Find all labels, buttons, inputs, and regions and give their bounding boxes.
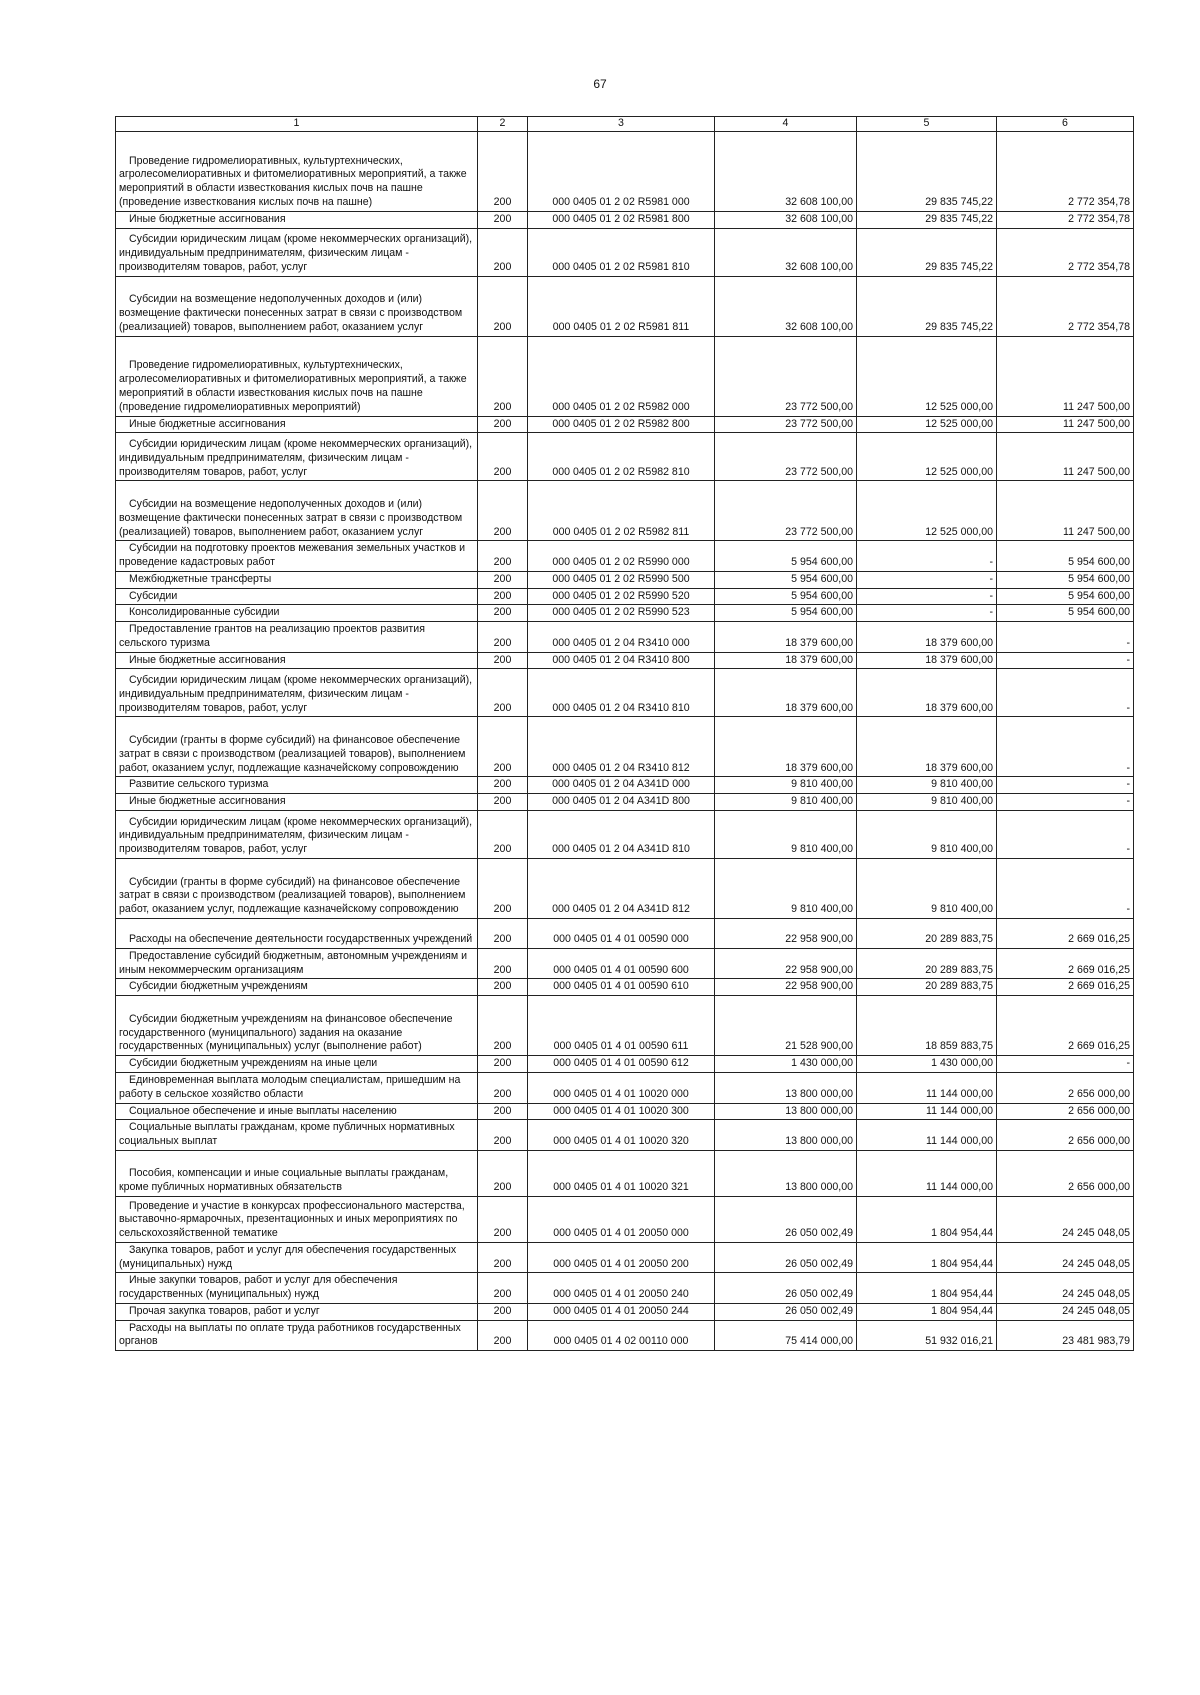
row-name-cell — [116, 276, 478, 336]
table-row — [116, 918, 1134, 948]
row-budget-code-cell: 000 0405 01 2 02 R5990 520 — [528, 588, 715, 605]
table-row — [116, 481, 1134, 541]
row-admin-code-cell: 200 — [478, 794, 528, 811]
row-assigned-cell: 18 379 600,00 — [715, 652, 857, 669]
row-executed-cell: - — [857, 571, 997, 588]
row-name-text: Иные бюджетные ассигнования — [129, 417, 286, 430]
row-admin-code-cell: 200 — [478, 996, 528, 1056]
row-name-text: Проведение гидромелиоративных, культуртехнических, агролесомелиоративных и фитомелиоративных мероприятий, а также мероприятий в области известкования кислых почв на пашне (проведение гидромелиоративных мероприятий) — [119, 359, 467, 413]
row-budget-code-cell: 000 0405 01 2 02 R5981 000 — [528, 131, 715, 211]
row-assigned-cell: 32 608 100,00 — [715, 131, 857, 211]
row-budget-code-cell: 000 0405 01 2 02 R5990 000 — [528, 541, 715, 572]
table-row — [116, 717, 1134, 777]
table-row — [116, 794, 1134, 811]
row-assigned-cell: 23 772 500,00 — [715, 336, 857, 416]
row-name-cell — [116, 1150, 478, 1196]
row-unexecuted-cell: 5 954 600,00 — [997, 571, 1134, 588]
row-executed-cell: 20 289 883,75 — [857, 979, 997, 996]
row-name-text: Предоставление субсидий бюджетным, автономным учреждениям и иным некоммерческим организациям — [119, 949, 468, 976]
row-unexecuted-cell: 2 772 354,78 — [997, 276, 1134, 336]
row-budget-code-cell: 000 0405 01 4 01 20050 200 — [528, 1242, 715, 1273]
row-name-text: Социальное обеспечение и иные выплаты населению — [129, 1104, 397, 1117]
row-admin-code-cell: 200 — [478, 541, 528, 572]
row-assigned-cell: 26 050 002,49 — [715, 1242, 857, 1273]
row-executed-cell: 18 379 600,00 — [857, 652, 997, 669]
row-assigned-cell: 23 772 500,00 — [715, 481, 857, 541]
row-unexecuted-cell: 5 954 600,00 — [997, 605, 1134, 622]
row-name-cell — [116, 1120, 478, 1151]
row-unexecuted-cell: 2 669 016,25 — [997, 979, 1134, 996]
header-col-5: 5 — [857, 117, 997, 132]
row-name-text: Расходы на обеспечение деятельности государственных учреждений — [129, 933, 473, 946]
row-budget-code-cell: 000 0405 01 2 04 R3410 810 — [528, 669, 715, 717]
row-executed-cell: 1 430 000,00 — [857, 1056, 997, 1073]
row-name-text: Единовременная выплата молодым специалистам, пришедшим на работу в сельское хозяйство области — [119, 1074, 461, 1100]
row-executed-cell: 12 525 000,00 — [857, 481, 997, 541]
row-admin-code-cell: 200 — [478, 948, 528, 979]
table-header-row — [116, 117, 1134, 132]
table-row — [116, 652, 1134, 669]
header-col-4: 4 — [715, 117, 857, 132]
row-name-cell — [116, 336, 478, 416]
row-admin-code-cell: 200 — [478, 276, 528, 336]
row-admin-code-cell: 200 — [478, 810, 528, 858]
table-row — [116, 416, 1134, 433]
row-name-text: Предоставление грантов на реализацию проектов развития сельского туризма — [119, 623, 425, 649]
row-executed-cell: 1 804 954,44 — [857, 1303, 997, 1320]
table-row — [116, 810, 1134, 858]
row-unexecuted-cell: - — [997, 777, 1134, 794]
row-executed-cell: - — [857, 588, 997, 605]
row-name-cell — [116, 1303, 478, 1320]
row-budget-code-cell: 000 0405 01 4 02 00110 000 — [528, 1320, 715, 1351]
row-admin-code-cell: 200 — [478, 777, 528, 794]
row-executed-cell: 9 810 400,00 — [857, 810, 997, 858]
row-admin-code-cell: 200 — [478, 433, 528, 481]
row-unexecuted-cell: 11 247 500,00 — [997, 336, 1134, 416]
table-row — [116, 1103, 1134, 1120]
row-name-text: Проведение гидромелиоративных, культуртехнических, агролесомелиоративных и фитомелиоративных мероприятий, а также мероприятий в области известкования кислых почв на пашне (проведение известкования кислых почв на пашне) — [119, 154, 467, 208]
row-name-cell — [116, 571, 478, 588]
row-name-text: Субсидии на возмещение недополученных доходов и (или) возмещение фактически понесенных затрат в связи с производством (реализацией) товаров, выполнением работ, оказанием услуг — [119, 498, 463, 538]
row-budget-code-cell: 000 0405 01 4 01 00590 610 — [528, 979, 715, 996]
row-unexecuted-cell: - — [997, 1056, 1134, 1073]
table-row — [116, 1303, 1134, 1320]
row-executed-cell: 12 525 000,00 — [857, 416, 997, 433]
row-name-text: Субсидии (гранты в форме субсидий) на финансовое обеспечение затрат в связи с производством (реализацией товаров), выполнением работ, оказанием услуг, подлежащие казначейскому сопровождению — [119, 875, 466, 916]
row-executed-cell: 29 835 745,22 — [857, 228, 997, 276]
row-name-cell — [116, 481, 478, 541]
row-assigned-cell: 9 810 400,00 — [715, 858, 857, 918]
row-unexecuted-cell: - — [997, 794, 1134, 811]
table-row — [116, 605, 1134, 622]
row-assigned-cell: 23 772 500,00 — [715, 433, 857, 481]
row-admin-code-cell: 200 — [478, 717, 528, 777]
row-budget-code-cell: 000 0405 01 2 02 R5990 523 — [528, 605, 715, 622]
row-admin-code-cell: 200 — [478, 416, 528, 433]
page-number: 67 — [593, 77, 607, 91]
table-row — [116, 777, 1134, 794]
row-admin-code-cell: 200 — [478, 571, 528, 588]
row-name-cell — [116, 1273, 478, 1304]
row-name-text: Расходы на выплаты по оплате труда работников государственных органов — [119, 1321, 461, 1348]
row-unexecuted-cell: - — [997, 622, 1134, 653]
row-admin-code-cell: 200 — [478, 1242, 528, 1273]
row-assigned-cell: 22 958 900,00 — [715, 979, 857, 996]
row-budget-code-cell: 000 0405 01 4 01 20050 000 — [528, 1196, 715, 1242]
row-admin-code-cell: 200 — [478, 858, 528, 918]
row-budget-code-cell: 000 0405 01 2 02 R5981 800 — [528, 211, 715, 228]
row-assigned-cell: 32 608 100,00 — [715, 211, 857, 228]
header-col-6: 6 — [997, 117, 1134, 132]
row-name-cell — [116, 228, 478, 276]
row-assigned-cell: 32 608 100,00 — [715, 276, 857, 336]
row-executed-cell: 20 289 883,75 — [857, 948, 997, 979]
row-name-cell — [116, 1056, 478, 1073]
row-assigned-cell: 9 810 400,00 — [715, 810, 857, 858]
row-admin-code-cell: 200 — [478, 1320, 528, 1351]
row-admin-code-cell: 200 — [478, 131, 528, 211]
table-row — [116, 276, 1134, 336]
row-unexecuted-cell: 2 669 016,25 — [997, 918, 1134, 948]
row-name-text: Пособия, компенсации и иные социальные выплаты гражданам, кроме публичных нормативных обязательств — [119, 1167, 449, 1194]
row-admin-code-cell: 200 — [478, 605, 528, 622]
row-budget-code-cell: 000 0405 01 4 01 00590 600 — [528, 948, 715, 979]
row-executed-cell: 9 810 400,00 — [857, 858, 997, 918]
table-row — [116, 1196, 1134, 1242]
row-assigned-cell: 5 954 600,00 — [715, 571, 857, 588]
row-assigned-cell: 21 528 900,00 — [715, 996, 857, 1056]
row-name-cell — [116, 669, 478, 717]
row-name-cell — [116, 948, 478, 979]
row-name-text: Иные бюджетные ассигнования — [129, 653, 286, 666]
row-budget-code-cell: 000 0405 01 2 04 R3410 800 — [528, 652, 715, 669]
row-admin-code-cell: 200 — [478, 211, 528, 228]
row-executed-cell: 51 932 016,21 — [857, 1320, 997, 1351]
row-unexecuted-cell: 2 656 000,00 — [997, 1120, 1134, 1151]
row-admin-code-cell: 200 — [478, 1150, 528, 1196]
row-unexecuted-cell: 24 245 048,05 — [997, 1242, 1134, 1273]
row-budget-code-cell: 000 0405 01 2 04 A341D 810 — [528, 810, 715, 858]
row-assigned-cell: 13 800 000,00 — [715, 1103, 857, 1120]
row-name-text: Субсидии юридическим лицам (кроме некоммерческих организаций), индивидуальным предпринимателям, физическим лицам - производителям товаров, работ, услуг — [119, 233, 473, 273]
header-col-2: 2 — [478, 117, 528, 132]
row-name-cell — [116, 717, 478, 777]
row-executed-cell: 11 144 000,00 — [857, 1103, 997, 1120]
row-budget-code-cell: 000 0405 01 2 02 R5990 500 — [528, 571, 715, 588]
row-unexecuted-cell: - — [997, 717, 1134, 777]
row-executed-cell: 20 289 883,75 — [857, 918, 997, 948]
row-name-text: Проведение и участие в конкурсах профессионального мастерства, выставочно-ярмарочных, презентационных и иных мероприятиях по сельскохозяйственной тематике — [119, 1199, 465, 1240]
row-name-text: Социальные выплаты гражданам, кроме публичных нормативных социальных выплат — [119, 1121, 455, 1148]
row-unexecuted-cell: 11 247 500,00 — [997, 433, 1134, 481]
row-unexecuted-cell: 2 772 354,78 — [997, 228, 1134, 276]
row-admin-code-cell: 200 — [478, 1273, 528, 1304]
row-name-cell — [116, 1073, 478, 1104]
table-row — [116, 588, 1134, 605]
row-assigned-cell: 22 958 900,00 — [715, 918, 857, 948]
row-assigned-cell: 13 800 000,00 — [715, 1150, 857, 1196]
table-row — [116, 1150, 1134, 1196]
row-name-cell — [116, 810, 478, 858]
row-budget-code-cell: 000 0405 01 2 02 R5981 810 — [528, 228, 715, 276]
row-unexecuted-cell: 23 481 983,79 — [997, 1320, 1134, 1351]
row-admin-code-cell: 200 — [478, 918, 528, 948]
row-executed-cell: 18 379 600,00 — [857, 622, 997, 653]
header-col-1: 1 — [116, 117, 478, 132]
row-name-cell — [116, 996, 478, 1056]
row-executed-cell: 1 804 954,44 — [857, 1196, 997, 1242]
row-admin-code-cell: 200 — [478, 1056, 528, 1073]
row-name-cell — [116, 1196, 478, 1242]
row-executed-cell: - — [857, 541, 997, 572]
row-assigned-cell: 26 050 002,49 — [715, 1196, 857, 1242]
row-name-text: Межбюджетные трансферты — [129, 572, 272, 585]
row-name-text: Иные бюджетные ассигнования — [129, 212, 286, 225]
row-executed-cell: 29 835 745,22 — [857, 131, 997, 211]
row-admin-code-cell: 200 — [478, 669, 528, 717]
row-budget-code-cell: 000 0405 01 4 01 10020 320 — [528, 1120, 715, 1151]
row-name-text: Субсидии юридическим лицам (кроме некоммерческих организаций), индивидуальным предпринимателям, физическим лицам - производителям товаров, работ, услуг — [119, 438, 473, 478]
row-admin-code-cell: 200 — [478, 979, 528, 996]
row-unexecuted-cell: 11 247 500,00 — [997, 481, 1134, 541]
row-budget-code-cell: 000 0405 01 2 04 R3410 812 — [528, 717, 715, 777]
row-unexecuted-cell: 2 656 000,00 — [997, 1073, 1134, 1104]
row-name-text: Субсидии — [129, 589, 178, 602]
row-name-cell — [116, 588, 478, 605]
row-name-cell — [116, 131, 478, 211]
table-row — [116, 336, 1134, 416]
row-executed-cell: 18 379 600,00 — [857, 717, 997, 777]
row-executed-cell: 29 835 745,22 — [857, 276, 997, 336]
row-executed-cell: 11 144 000,00 — [857, 1073, 997, 1104]
row-executed-cell: 29 835 745,22 — [857, 211, 997, 228]
row-executed-cell: 9 810 400,00 — [857, 777, 997, 794]
row-name-text: Субсидии бюджетным учреждениям на иные цели — [129, 1057, 378, 1070]
row-name-cell — [116, 416, 478, 433]
row-assigned-cell: 5 954 600,00 — [715, 605, 857, 622]
row-name-text: Субсидии юридическим лицам (кроме некоммерческих организаций), индивидуальным предпринимателям, физическим лицам - производителям товаров, работ, услуг — [119, 815, 473, 856]
row-assigned-cell: 26 050 002,49 — [715, 1273, 857, 1304]
table-row — [116, 858, 1134, 918]
row-assigned-cell: 32 608 100,00 — [715, 228, 857, 276]
row-admin-code-cell: 200 — [478, 1196, 528, 1242]
row-name-text: Субсидии на возмещение недополученных доходов и (или) возмещение фактически понесенных затрат в связи с производством (реализацией) товаров, выполнением работ, оказанием услуг — [119, 293, 463, 333]
row-executed-cell: 11 144 000,00 — [857, 1120, 997, 1151]
header-col-3: 3 — [528, 117, 715, 132]
row-assigned-cell: 9 810 400,00 — [715, 777, 857, 794]
row-admin-code-cell: 200 — [478, 1120, 528, 1151]
row-name-cell — [116, 918, 478, 948]
row-name-text: Иные бюджетные ассигнования — [129, 795, 286, 808]
row-assigned-cell: 13 800 000,00 — [715, 1120, 857, 1151]
row-unexecuted-cell: - — [997, 810, 1134, 858]
row-assigned-cell: 5 954 600,00 — [715, 541, 857, 572]
row-assigned-cell: 18 379 600,00 — [715, 717, 857, 777]
row-name-cell — [116, 605, 478, 622]
row-unexecuted-cell: - — [997, 652, 1134, 669]
row-assigned-cell: 1 430 000,00 — [715, 1056, 857, 1073]
row-name-cell — [116, 433, 478, 481]
row-name-text: Иные закупки товаров, работ и услуг для обеспечения государственных (муниципальных) нужд — [119, 1274, 398, 1301]
row-admin-code-cell: 200 — [478, 228, 528, 276]
row-budget-code-cell: 000 0405 01 2 04 A341D 800 — [528, 794, 715, 811]
row-admin-code-cell: 200 — [478, 622, 528, 653]
row-executed-cell: - — [857, 605, 997, 622]
row-budget-code-cell: 000 0405 01 4 01 00590 612 — [528, 1056, 715, 1073]
row-admin-code-cell: 200 — [478, 336, 528, 416]
table-row — [116, 541, 1134, 572]
row-executed-cell: 12 525 000,00 — [857, 433, 997, 481]
table-row — [116, 1273, 1134, 1304]
row-assigned-cell: 5 954 600,00 — [715, 588, 857, 605]
row-name-cell — [116, 858, 478, 918]
row-budget-code-cell: 000 0405 01 2 02 R5982 811 — [528, 481, 715, 541]
row-name-text: Прочая закупка товаров, работ и услуг — [129, 1304, 320, 1317]
table-row — [116, 571, 1134, 588]
row-name-text: Закупка товаров, работ и услуг для обеспечения государственных (муниципальных) нужд — [119, 1243, 457, 1270]
row-name-text: Субсидии юридическим лицам (кроме некоммерческих организаций), индивидуальным предпринимателям, физическим лицам - производителям товаров, работ, услуг — [119, 674, 473, 714]
row-assigned-cell: 9 810 400,00 — [715, 794, 857, 811]
table-row — [116, 1120, 1134, 1151]
row-unexecuted-cell: 2 772 354,78 — [997, 131, 1134, 211]
row-unexecuted-cell: 24 245 048,05 — [997, 1196, 1134, 1242]
row-unexecuted-cell: - — [997, 669, 1134, 717]
row-unexecuted-cell: 2 669 016,25 — [997, 948, 1134, 979]
row-executed-cell: 1 804 954,44 — [857, 1273, 997, 1304]
row-assigned-cell: 22 958 900,00 — [715, 948, 857, 979]
row-budget-code-cell: 000 0405 01 4 01 10020 000 — [528, 1073, 715, 1104]
row-budget-code-cell: 000 0405 01 4 01 00590 611 — [528, 996, 715, 1056]
row-budget-code-cell: 000 0405 01 2 04 A341D 812 — [528, 858, 715, 918]
row-assigned-cell: 18 379 600,00 — [715, 669, 857, 717]
row-name-text: Субсидии бюджетным учреждениям на финансовое обеспечение государственного (муниципального) задания на оказание государственных (муниципальных) услуг (выполнение работ) — [119, 1012, 453, 1053]
table-row — [116, 1056, 1134, 1073]
row-assigned-cell: 23 772 500,00 — [715, 416, 857, 433]
row-unexecuted-cell: - — [997, 858, 1134, 918]
row-admin-code-cell: 200 — [478, 1103, 528, 1120]
row-unexecuted-cell: 24 245 048,05 — [997, 1273, 1134, 1304]
row-executed-cell: 18 859 883,75 — [857, 996, 997, 1056]
row-executed-cell: 1 804 954,44 — [857, 1242, 997, 1273]
row-name-cell — [116, 211, 478, 228]
row-admin-code-cell: 200 — [478, 481, 528, 541]
row-name-cell — [116, 1103, 478, 1120]
row-budget-code-cell: 000 0405 01 2 02 R5982 000 — [528, 336, 715, 416]
table-row — [116, 669, 1134, 717]
row-unexecuted-cell: 2 656 000,00 — [997, 1150, 1134, 1196]
row-budget-code-cell: 000 0405 01 2 04 A341D 000 — [528, 777, 715, 794]
row-budget-code-cell: 000 0405 01 2 02 R5982 810 — [528, 433, 715, 481]
row-name-text: Субсидии на подготовку проектов межевания земельных участков и проведение кадастровых работ — [119, 542, 466, 569]
table-row — [116, 211, 1134, 228]
row-name-cell — [116, 1242, 478, 1273]
row-admin-code-cell: 200 — [478, 588, 528, 605]
budget-execution-table — [115, 116, 1134, 1351]
table-row — [116, 228, 1134, 276]
row-budget-code-cell: 000 0405 01 2 02 R5981 811 — [528, 276, 715, 336]
row-name-text: Развитие сельского туризма — [129, 778, 269, 791]
row-assigned-cell: 18 379 600,00 — [715, 622, 857, 653]
row-name-text: Консолидированные субсидии — [129, 606, 280, 619]
table-row — [116, 433, 1134, 481]
row-budget-code-cell: 000 0405 01 4 01 20050 240 — [528, 1273, 715, 1304]
row-budget-code-cell: 000 0405 01 2 02 R5982 800 — [528, 416, 715, 433]
row-budget-code-cell: 000 0405 01 4 01 10020 321 — [528, 1150, 715, 1196]
row-executed-cell: 12 525 000,00 — [857, 336, 997, 416]
row-name-text: Субсидии (гранты в форме субсидий) на финансовое обеспечение затрат в связи с производством (реализацией товаров), выполнением работ, оказанием услуг, подлежащие казначейскому сопровождению — [119, 734, 466, 774]
table-row — [116, 1073, 1134, 1104]
row-admin-code-cell: 200 — [478, 1303, 528, 1320]
table-row — [116, 622, 1134, 653]
row-name-cell — [116, 777, 478, 794]
row-budget-code-cell: 000 0405 01 4 01 10020 300 — [528, 1103, 715, 1120]
row-unexecuted-cell: 24 245 048,05 — [997, 1303, 1134, 1320]
row-name-cell — [116, 1320, 478, 1351]
row-unexecuted-cell: 2 772 354,78 — [997, 211, 1134, 228]
row-budget-code-cell: 000 0405 01 2 04 R3410 000 — [528, 622, 715, 653]
row-assigned-cell: 13 800 000,00 — [715, 1073, 857, 1104]
row-assigned-cell: 26 050 002,49 — [715, 1303, 857, 1320]
table-body — [116, 131, 1134, 1350]
row-name-text: Субсидии бюджетным учреждениям — [129, 980, 308, 993]
row-assigned-cell: 75 414 000,00 — [715, 1320, 857, 1351]
row-admin-code-cell: 200 — [478, 652, 528, 669]
table-row — [116, 996, 1134, 1056]
row-unexecuted-cell: 5 954 600,00 — [997, 588, 1134, 605]
row-unexecuted-cell: 5 954 600,00 — [997, 541, 1134, 572]
row-name-cell — [116, 652, 478, 669]
table-row — [116, 1242, 1134, 1273]
row-unexecuted-cell: 11 247 500,00 — [997, 416, 1134, 433]
row-name-cell — [116, 541, 478, 572]
table-row — [116, 1320, 1134, 1351]
row-admin-code-cell: 200 — [478, 1073, 528, 1104]
row-executed-cell: 18 379 600,00 — [857, 669, 997, 717]
row-name-cell — [116, 622, 478, 653]
row-name-cell — [116, 979, 478, 996]
row-name-cell — [116, 794, 478, 811]
row-executed-cell: 11 144 000,00 — [857, 1150, 997, 1196]
row-unexecuted-cell: 2 656 000,00 — [997, 1103, 1134, 1120]
row-budget-code-cell: 000 0405 01 4 01 00590 000 — [528, 918, 715, 948]
row-budget-code-cell: 000 0405 01 4 01 20050 244 — [528, 1303, 715, 1320]
table-row — [116, 979, 1134, 996]
row-executed-cell: 9 810 400,00 — [857, 794, 997, 811]
row-unexecuted-cell: 2 669 016,25 — [997, 996, 1134, 1056]
table-row — [116, 948, 1134, 979]
table-row — [116, 131, 1134, 211]
